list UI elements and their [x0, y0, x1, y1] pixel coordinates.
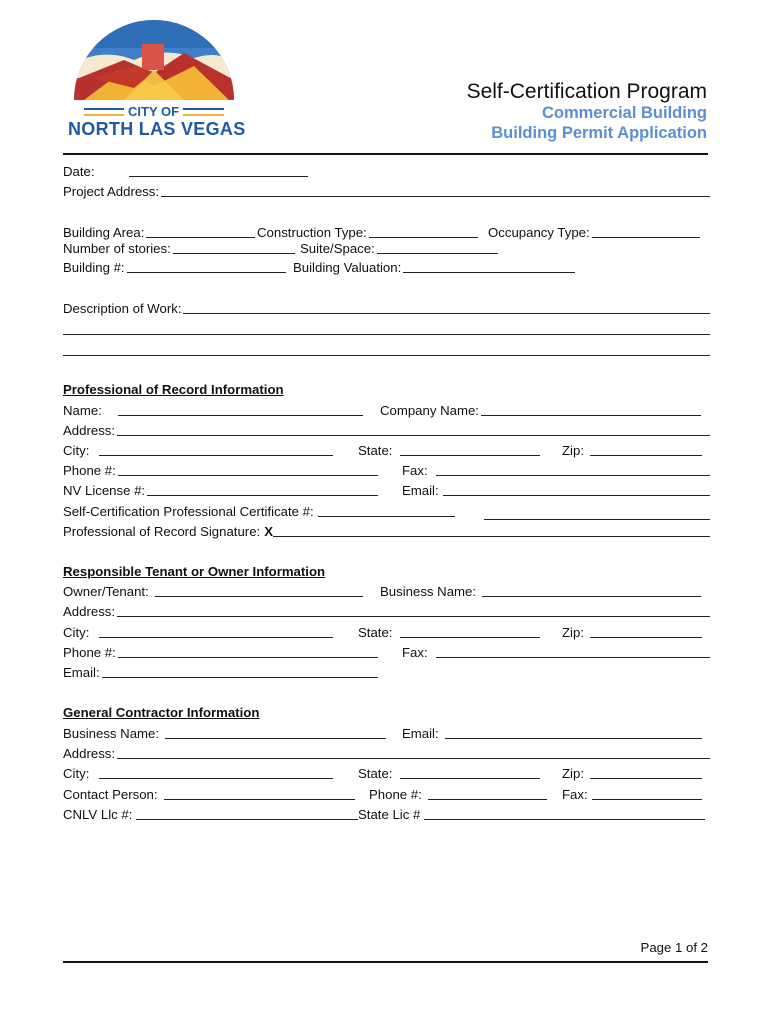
pro-phone-label: Phone #:: [63, 463, 116, 478]
construction-type-field[interactable]: [257, 225, 478, 241]
subtitle-permit: Building Permit Application: [491, 124, 707, 142]
building-area-label: Building Area:: [63, 225, 145, 240]
pro-cert-label: Self-Certification Professional Certificate #:: [63, 504, 314, 519]
tenant-phone-label: Phone #:: [63, 645, 116, 660]
pro-email-label: Email:: [402, 483, 439, 498]
gc-business-field[interactable]: [63, 726, 386, 742]
tenant-state-field[interactable]: [358, 625, 540, 641]
project-address-field[interactable]: [63, 184, 710, 200]
pro-company-field[interactable]: [380, 403, 701, 419]
gc-state-lic-label: State Lic #: [358, 807, 421, 822]
valuation-label: Building Valuation:: [293, 260, 402, 275]
gc-state-label: State:: [358, 766, 393, 781]
description-line-3[interactable]: [63, 355, 710, 356]
pro-zip-label: Zip:: [562, 443, 584, 458]
gc-fax-label: Fax:: [562, 787, 588, 802]
pro-zip-field[interactable]: [562, 443, 702, 459]
stories-label: Number of stories:: [63, 241, 171, 256]
pro-fax-field[interactable]: [402, 463, 710, 479]
header-rule: [63, 153, 708, 155]
suite-field[interactable]: [300, 241, 498, 257]
gc-fax-field[interactable]: [562, 787, 702, 803]
contractor-heading: General Contractor Information: [63, 705, 260, 720]
gc-email-label: Email:: [402, 726, 439, 741]
subtitle-commercial: Commercial Building: [541, 104, 707, 122]
logo-city-name: NORTH LAS VEGAS: [68, 119, 246, 139]
city-logo: [64, 8, 244, 148]
page-title: Self-Certification Program: [466, 80, 707, 103]
gc-contact-field[interactable]: [63, 787, 355, 803]
pro-cert-field[interactable]: [63, 504, 455, 520]
pro-cert-line-2[interactable]: [484, 519, 710, 520]
tenant-address-field[interactable]: [63, 604, 710, 620]
logo-city-of: CITY OF: [124, 104, 183, 119]
suite-label: Suite/Space:: [300, 241, 375, 256]
tenant-owner-field[interactable]: [63, 584, 363, 600]
pro-city-label: City:: [63, 443, 90, 458]
occupancy-type-field[interactable]: [488, 225, 700, 241]
signature-x-mark: X: [264, 524, 273, 539]
date-label: Date:: [63, 164, 95, 179]
page-number: Page 1 of 2: [640, 940, 708, 955]
gc-cnlv-field[interactable]: [63, 807, 358, 823]
gc-state-lic-field[interactable]: [358, 807, 705, 823]
building-number-label: Building #:: [63, 260, 125, 275]
tenant-business-field[interactable]: [380, 584, 701, 600]
gc-address-label: Address:: [63, 746, 116, 761]
tenant-fax-field[interactable]: [402, 645, 710, 661]
date-field[interactable]: [63, 164, 308, 180]
tenant-zip-label: Zip:: [562, 625, 584, 640]
tenant-city-label: City:: [63, 625, 90, 640]
footer-rule: [63, 961, 708, 963]
pro-signature-label: Professional of Record Signature:: [63, 524, 261, 539]
gc-phone-label: Phone #:: [369, 787, 422, 802]
pro-address-label: Address:: [63, 423, 116, 438]
pro-license-label: NV License #:: [63, 483, 146, 498]
pro-name-label: Name:: [63, 403, 102, 418]
pro-state-field[interactable]: [358, 443, 540, 459]
gc-phone-field[interactable]: [369, 787, 547, 803]
tenant-owner-label: Owner/Tenant:: [63, 584, 149, 599]
tenant-email-label: Email:: [63, 665, 100, 680]
gc-zip-field[interactable]: [562, 766, 702, 782]
tenant-heading: Responsible Tenant or Owner Information: [63, 564, 326, 579]
professional-heading: Professional of Record Information: [63, 382, 284, 397]
tenant-email-field[interactable]: [63, 665, 378, 681]
description-field[interactable]: [63, 301, 710, 317]
tenant-address-label: Address:: [63, 604, 116, 619]
construction-type-label: Construction Type:: [257, 225, 367, 240]
pro-signature-field[interactable]: [63, 524, 710, 540]
gc-state-field[interactable]: [358, 766, 540, 782]
occupancy-type-label: Occupancy Type:: [488, 225, 590, 240]
pro-company-label: Company Name:: [380, 403, 479, 418]
gc-city-label: City:: [63, 766, 90, 781]
tenant-phone-field[interactable]: [63, 645, 378, 661]
building-number-field[interactable]: [63, 260, 286, 276]
stories-field[interactable]: [63, 241, 295, 257]
pro-license-field[interactable]: [63, 483, 378, 499]
pro-fax-label: Fax:: [402, 463, 428, 478]
pro-city-field[interactable]: [63, 443, 333, 459]
gc-zip-label: Zip:: [562, 766, 584, 781]
description-line-2[interactable]: [63, 334, 710, 335]
gc-email-field[interactable]: [402, 726, 702, 742]
description-label: Description of Work:: [63, 301, 182, 316]
tenant-state-label: State:: [358, 625, 393, 640]
gc-contact-label: Contact Person:: [63, 787, 158, 802]
tenant-business-label: Business Name:: [380, 584, 477, 599]
tenant-city-field[interactable]: [63, 625, 333, 641]
pro-state-label: State:: [358, 443, 393, 458]
tenant-zip-field[interactable]: [562, 625, 702, 641]
pro-email-field[interactable]: [402, 483, 710, 499]
gc-business-label: Business Name:: [63, 726, 160, 741]
gc-city-field[interactable]: [63, 766, 333, 782]
pro-phone-field[interactable]: [63, 463, 378, 479]
gc-address-field[interactable]: [63, 746, 710, 762]
pro-address-field[interactable]: [63, 423, 710, 439]
valuation-field[interactable]: [293, 260, 575, 276]
tenant-fax-label: Fax:: [402, 645, 428, 660]
project-address-label: Project Address:: [63, 184, 160, 199]
pro-name-field[interactable]: [63, 403, 363, 419]
gc-cnlv-label: CNLV Llc #:: [63, 807, 133, 822]
building-area-field[interactable]: [63, 225, 255, 241]
